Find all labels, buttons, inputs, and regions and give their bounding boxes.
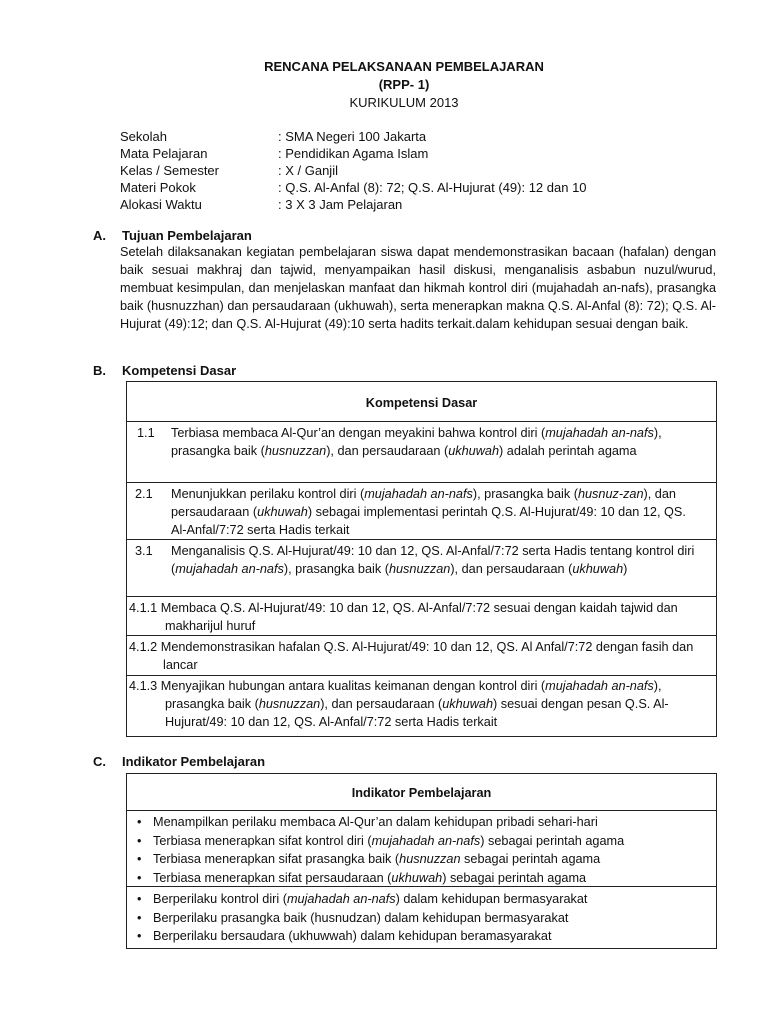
identity-row <box>120 196 587 213</box>
competency-text: Menunjukkan perilaku kontrol diri (mujahadah an-nafs), prasangka baik (husnuz-zan), dan persaudaraan (ukhuwah) sebagai implementasi perintah Q.S. Al-Hujurat/49: 10 dan 12, QS. Al-Anfal/7:72 serta Hadis terkait <box>171 487 686 537</box>
identity-row <box>120 128 587 145</box>
identity-value: : X / Ganjil <box>278 163 338 178</box>
list-item: • Terbiasa menerapkan sifat prasangka baik (husnuzzan sebagai perintah agama <box>133 850 708 869</box>
list-item: • Berperilaku kontrol diri (mujahadah an-nafs) dalam kehidupan bermasyarakat <box>133 890 708 909</box>
indicator-list <box>133 813 708 887</box>
list-item: • Terbiasa menerapkan sifat kontrol diri (mujahadah an-nafs) sebagai perintah agama <box>133 832 708 851</box>
identity-value: : Pendidikan Agama Islam <box>278 146 429 161</box>
competency-text: 4.1.3 Menyajikan hubungan antara kualitas keimanan dengan kontrol diri (mujahadah an-nafs), prasangka baik (husnuzzan), dan persaudaraan (ukhuwah) sesuai dengan pesan Q.S. Al-Hujurat/49: 10 dan 12, QS. Al-Anfal/7:72 serta Hadis terkait <box>129 679 669 729</box>
identity-label: Sekolah <box>120 129 167 144</box>
competency-number: 1.1 <box>137 426 155 440</box>
competency-row <box>127 482 716 539</box>
indicator-list <box>133 890 708 946</box>
identity-value: : 3 X 3 Jam Pelajaran <box>278 197 403 212</box>
identity-label: Alokasi Waktu <box>120 197 202 212</box>
list-item: • Berperilaku bersaudara (ukhuwwah) dalam kehidupan beramasyarakat <box>133 927 708 946</box>
competency-table <box>126 381 717 737</box>
list-item: • Menampilkan perilaku membaca Al-Qur’an dalam kehidupan pribadi sehari-hari <box>133 813 708 832</box>
competency-text: 4.1.2 Mendemonstrasikan hafalan Q.S. Al-Hujurat/49: 10 dan 12, QS. Al Anfal/7:72 dengan fasih dan lancar <box>129 640 694 672</box>
identity-label: Kelas / Semester <box>120 163 219 178</box>
identity-row <box>120 162 587 179</box>
section-b-heading <box>93 362 236 380</box>
document-header <box>0 58 768 112</box>
competency-text: 4.1.1 Membaca Q.S. Al-Hujurat/49: 10 dan 12, QS. Al-Anfal/7:72 sesuai dengan kaidah tajwid dan makharijul huruf <box>129 601 678 633</box>
identity-value: : SMA Negeri 100 Jakarta <box>278 129 427 144</box>
list-item: • Berperilaku prasangka baik (husnudzan) dalam kehidupan bermasyarakat <box>133 909 708 928</box>
competency-table-header <box>127 382 716 421</box>
document-code: (RPP- 1) <box>378 77 430 92</box>
section-a-letter: A. <box>93 228 106 243</box>
indicator-table-header <box>127 774 716 810</box>
competency-row <box>127 596 716 635</box>
section-c-heading <box>93 753 265 771</box>
indicator-group <box>127 886 716 949</box>
competency-number: 4.1.3 <box>129 679 158 693</box>
identity-row <box>120 145 587 162</box>
section-b-letter: B. <box>93 363 106 378</box>
indicator-table <box>126 773 717 949</box>
identity-table <box>120 128 587 213</box>
section-a-title: Tujuan Pembelajaran <box>122 228 252 243</box>
competency-number: 3.1 <box>135 544 153 558</box>
competency-row <box>127 635 716 675</box>
indicator-header-label: Indikator Pembelajaran <box>351 786 492 800</box>
competency-row <box>127 675 716 737</box>
indicator-group <box>127 810 716 886</box>
competency-number: 2.1 <box>135 487 153 501</box>
identity-value: : Q.S. Al-Anfal (8): 72; Q.S. Al-Hujurat (49): 12 dan 10 <box>278 180 587 195</box>
competency-number: 4.1.2 <box>129 640 158 654</box>
curriculum-label: KURIKULUM 2013 <box>349 95 459 110</box>
section-c-title: Indikator Pembelajaran <box>122 754 266 769</box>
section-b-title: Kompetensi Dasar <box>122 363 237 378</box>
identity-label: Materi Pokok <box>120 180 196 195</box>
competency-text: Menganalisis Q.S. Al-Hujurat/49: 10 dan 12, QS. Al-Anfal/7:72 serta Hadis tentang kontrol diri (mujahadah an-nafs), prasangka baik (husnuzzan), dan persaudaraan (ukhuwah) <box>171 544 695 576</box>
list-item: • Terbiasa menerapkan sifat persaudaraan (ukhuwah) sebagai perintah agama <box>133 869 708 888</box>
competency-number: 4.1.1 <box>129 601 158 615</box>
competency-header-label: Kompetensi Dasar <box>365 396 478 410</box>
identity-row <box>120 179 587 196</box>
identity-label: Mata Pelajaran <box>120 146 208 161</box>
competency-text: Terbiasa membaca Al-Qur’an dengan meyakini bahwa kontrol diri (mujahadah an-nafs), prasangka baik (husnuzzan), dan persaudaraan (ukhuwah) adalah perintah agama <box>171 426 662 458</box>
competency-row <box>127 421 716 482</box>
competency-row <box>127 539 716 596</box>
learning-objective-text: Setelah dilaksanakan kegiatan pembelajaran siswa dapat mendemonstrasikan bacaan (hafalan) dengan baik sesuai makhraj dan tajwid, menyampaikan hasil diskusi, menganalisis asbabun nuzul/wurud, membuat kesimpulan, dan menjelaskan manfaat dan hikmah kontrol diri (mujahadah an-nafs), prasangka baik (husnuzzhan) dan persaudaraan (ukhuwah), serta menerapkan makna Q.S. Al-Anfal (8): 72); Q.S. Al-Hujurat (49):12; dan Q.S. Al-Hujurat (49):10 serta hadits terkait.dalam kehidupan sesuai dengan baik. <box>120 245 716 331</box>
section-c-letter: C. <box>93 754 106 769</box>
document-title: RENCANA PELAKSANAAN PEMBELAJARAN <box>264 59 544 74</box>
